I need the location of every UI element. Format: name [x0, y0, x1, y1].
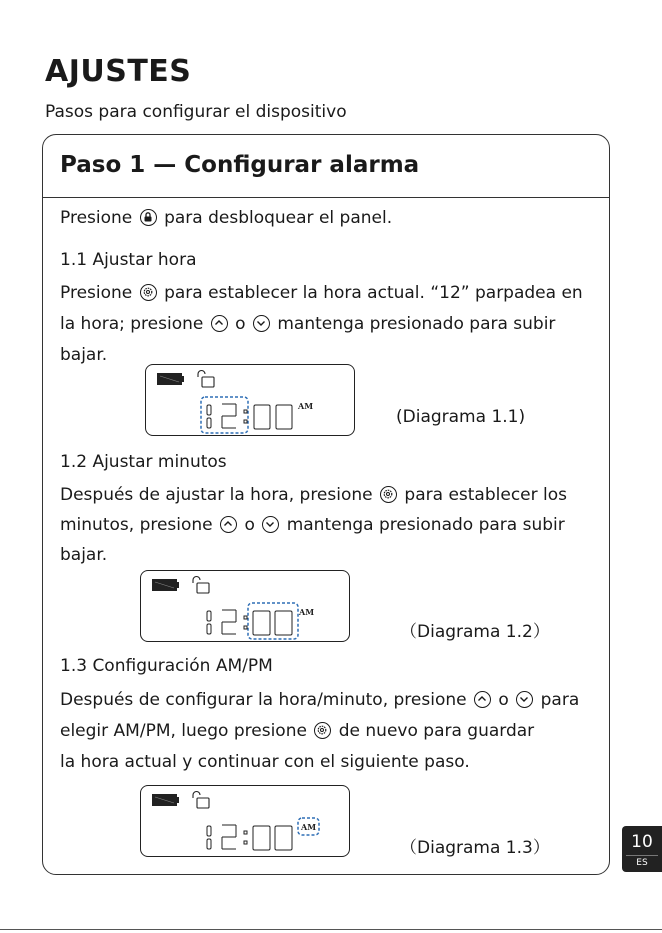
- bottom-rule: [0, 929, 662, 930]
- lock-icon: [140, 209, 157, 226]
- svg-text:AM: AM: [298, 401, 314, 411]
- page-title: AJUSTES: [45, 54, 192, 89]
- section-title-1-2: 1.2 Ajustar minutos: [60, 452, 227, 472]
- section-1-1-line-2: la hora; presione o mantenga presionado para subir: [60, 314, 556, 334]
- gear-icon: [380, 486, 397, 503]
- minute-highlight: [248, 603, 298, 639]
- gear-icon: [314, 722, 331, 739]
- chevron-down-icon: [262, 516, 279, 533]
- lcd-diagram-1-1: [145, 364, 355, 436]
- unlock-icon: [193, 792, 209, 809]
- page-number-tab: [622, 826, 662, 872]
- lcd-diagram-1-2: [140, 570, 350, 642]
- page-language: ES: [626, 855, 658, 868]
- page-subtitle: Pasos para configurar el dispositivo: [45, 102, 347, 122]
- unlock-icon: [198, 371, 214, 388]
- page-number: 10: [631, 832, 653, 852]
- gear-icon: [140, 284, 157, 301]
- diagram-label-1-3: （Diagrama 1.3）: [400, 838, 550, 858]
- section-1-1-line-3: bajar.: [60, 345, 108, 365]
- chevron-down-icon: [516, 691, 533, 708]
- diagram-label-1-1: (Diagrama 1.1): [396, 407, 526, 427]
- section-1-3-line-2: elegir AM/PM, luego presione de nuevo para guardar: [60, 721, 535, 741]
- diagram-label-1-2: （Diagrama 1.2）: [400, 622, 550, 642]
- chevron-up-icon: [474, 691, 491, 708]
- battery-icon: [152, 794, 179, 806]
- battery-icon: [157, 373, 184, 385]
- section-title-1-3: 1.3 Configuración AM/PM: [60, 656, 273, 676]
- section-1-3-line-1: Después de configurar la hora/minuto, presione o para: [60, 690, 580, 710]
- section-1-1-line-1: Presione para establecer la hora actual. “12” parpadea en: [60, 283, 583, 303]
- chevron-up-icon: [220, 516, 237, 533]
- chevron-down-icon: [253, 315, 270, 332]
- unlock-instruction: Presione para desbloquear el panel.: [60, 208, 393, 228]
- card-divider: [42, 197, 610, 198]
- unlock-icon: [193, 577, 209, 594]
- section-1-2-line-2: minutos, presione o mantenga presionado para subir: [60, 515, 565, 535]
- section-title-1-1: 1.1 Ajustar hora: [60, 250, 197, 270]
- battery-icon: [152, 579, 179, 591]
- lcd-diagram-1-3: [140, 785, 350, 857]
- chevron-up-icon: [211, 315, 228, 332]
- card-title: Paso 1 — Configurar alarma: [60, 152, 420, 178]
- svg-text:AM: AM: [301, 822, 317, 832]
- section-1-3-line-3: la hora actual y continuar con el siguiente paso.: [60, 752, 470, 772]
- svg-text:AM: AM: [299, 607, 315, 617]
- section-1-2-line-3: bajar.: [60, 545, 108, 565]
- section-1-2-line-1: Después de ajustar la hora, presione para establecer los: [60, 485, 567, 505]
